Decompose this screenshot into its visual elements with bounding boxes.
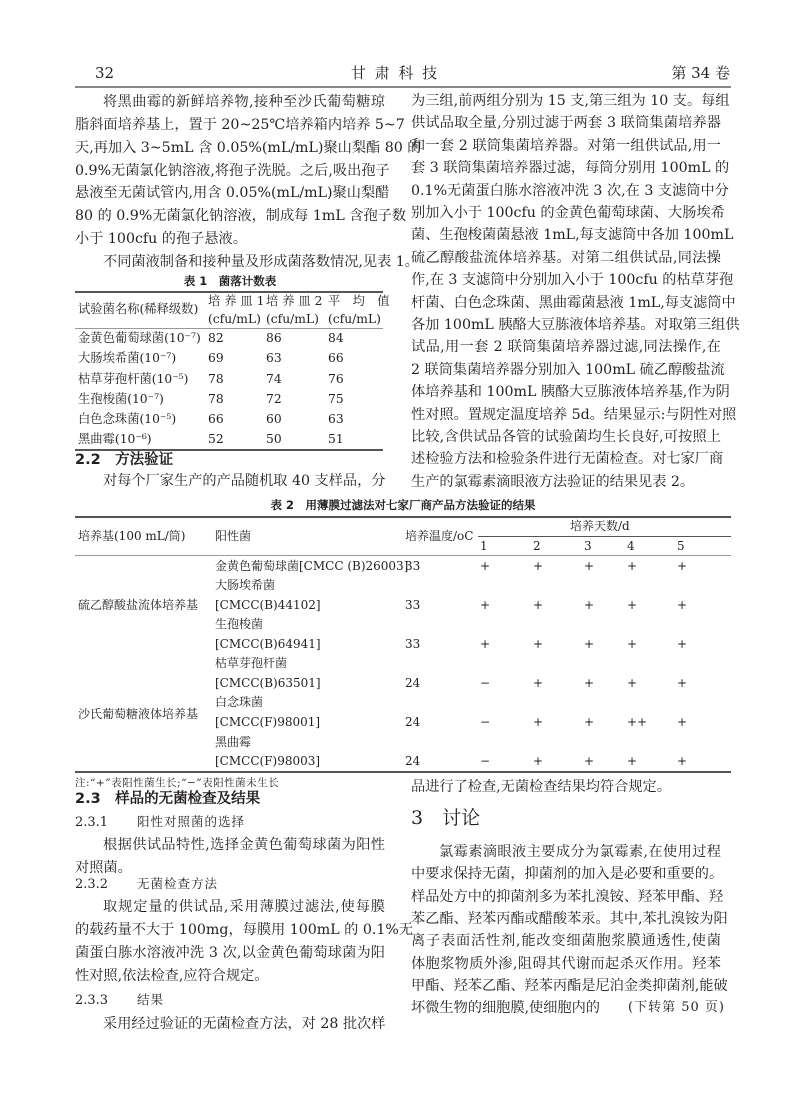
page-number: 32: [95, 64, 115, 82]
paragraph-line: 供试品取全量,分别过滤于两套 3 联筒集菌培养器: [411, 115, 721, 132]
growth-result-cell: +: [533, 637, 544, 651]
count-cell: 66: [328, 351, 344, 365]
count-cell: 86: [266, 331, 282, 345]
growth-result-cell: +: [627, 598, 638, 612]
count-cell: 51: [328, 432, 344, 446]
paragraph-line: 硫乙醇酸盐流体培养基。对第二组供试品,同法操: [411, 249, 721, 266]
paragraph-line: 悬液至无菌试管内,用含 0.05%(mL/mL)聚山梨醋: [75, 185, 390, 201]
subsection-heading: [75, 990, 164, 1010]
paragraph-line: 套 3 联筒集菌培养器过滤，每筒分别用 100mL 的: [411, 160, 730, 177]
strain-name-cell: 金黄色葡萄球菌(10⁻⁷): [78, 331, 201, 345]
growth-result-cell: +: [533, 598, 544, 612]
growth-result-cell: +: [627, 559, 638, 573]
column-header: (cfu/mL): [266, 312, 319, 326]
paragraph-line: 取规定量的供试品,采用薄膜过滤法,使每膜: [103, 899, 385, 915]
paragraph-line: 体胞浆物质外渗,阻碍其代谢而起杀灭作用。羟苯: [411, 955, 721, 972]
days-group-rule: [478, 536, 731, 537]
paragraph-line: 性对照,依法检查,应符合规定。: [75, 968, 269, 984]
paragraph-line: 氯霉素滴眼液主要成分为氯霉素,在使用过程: [439, 844, 721, 860]
subsection-heading: [75, 812, 245, 832]
paragraph-line: 述检验方法和检验条件进行无菌检查。对七家厂商: [411, 451, 724, 468]
growth-result-cell: +: [677, 754, 688, 768]
paragraph-line: 采用经过验证的无菌检查方法，对 28 批次样: [103, 1016, 386, 1032]
medium-cell: 沙氏葡萄糖液体培养基: [78, 707, 199, 721]
table-caption: 表 2 用薄膜过滤法对七家厂商产品方法验证的结果: [270, 498, 536, 512]
temperature-cell: 33: [405, 637, 421, 651]
paragraph-line: 和一套 2 联筒集菌培养器。对第一组供试品,用一: [411, 137, 721, 154]
paragraph-line: 将黑曲霉的新鲜培养物,接种至沙氏葡萄糖琼: [103, 94, 385, 110]
paragraph-line: 小于 100cfu 的孢子悬液。: [75, 231, 247, 247]
bacteria-cell: 金黄色葡萄球菌[CMCC (B)26003]: [215, 559, 409, 573]
bacteria-cell: [CMCC(F)98001]: [215, 715, 321, 729]
paragraph-line: 为三组,前两组分别为 15 支,第三组为 10 支。每组: [411, 93, 730, 109]
paragraph-line: 天,再加入 3~5mL 含 0.05%(mL/mL)聚山梨酯 80 的: [75, 140, 422, 156]
column-header: 平 均 值: [328, 294, 390, 308]
day-header: 5: [677, 539, 685, 553]
paragraph-line: 对照菌。: [75, 860, 132, 876]
table-note: 注:“+”表阳性菌生长;“−”表阳性菌未生长: [75, 777, 280, 789]
column-header: 培养温度/oC: [405, 529, 474, 543]
paragraph-line: 品进行了检查,无菌检查结果均符合规定。: [411, 779, 671, 795]
growth-result-cell: +: [533, 559, 544, 573]
table-top-rule: [75, 516, 731, 518]
growth-result-cell: +: [677, 676, 688, 690]
growth-result-cell: +: [627, 676, 638, 690]
paragraph-line: 坏微生物的细胞膜,使细胞内的: [411, 1000, 600, 1017]
growth-result-cell: +: [584, 754, 595, 768]
count-cell: 74: [266, 372, 282, 386]
paragraph-line: 生产的氯霉素滴眼液方法验证的结果见表 2。: [411, 473, 695, 490]
subsection-title: 无菌检查方法: [137, 876, 219, 891]
paragraph-line: 菌蛋白胨水溶液冲洗 3 次,以金黄色葡萄球菌为阳: [75, 945, 385, 961]
column-header: 培养天数/d: [570, 519, 630, 533]
growth-result-cell: +: [584, 637, 595, 651]
table-caption: 表 1 菌落计数表: [183, 274, 277, 288]
growth-result-cell: +: [584, 559, 595, 573]
count-cell: 72: [266, 392, 282, 406]
paragraph-line: 0.1%无菌蛋白胨水溶液冲洗 3 次,在 3 支滤筒中分: [411, 182, 729, 199]
volume-number: 第 34 卷: [671, 64, 730, 82]
subsection-title: 阳性对照菌的选择: [137, 814, 246, 829]
growth-result-cell: +: [627, 754, 638, 768]
count-cell: 84: [328, 331, 344, 345]
paragraph-line: 0.9%无菌氯化钠溶液,将孢子洗脱。之后,吸出孢子: [75, 163, 390, 179]
growth-result-cell: +: [480, 598, 491, 612]
column-header: 试验菌名称(稀释级数): [78, 302, 199, 316]
growth-result-cell: +: [677, 559, 688, 573]
subsection-title: 结果: [137, 992, 165, 1007]
growth-result-cell: +: [533, 715, 544, 729]
paragraph-line: 作,在 3 支滤筒中分别加入小于 100cfu 的枯草芽孢: [411, 272, 734, 289]
header-rule: [75, 86, 731, 88]
growth-result-cell: +: [584, 598, 595, 612]
paragraph-line: 不同菌液制备和接种量及形成菌落数情况,见表 1。: [103, 254, 419, 270]
growth-result-cell: +: [480, 559, 491, 573]
bacteria-cell: 大肠埃希菌: [215, 578, 276, 592]
section-heading: 2.3 样品的无菌检查及结果: [75, 791, 261, 807]
column-header: (cfu/mL): [328, 312, 381, 326]
section-heading: 3 讨论: [411, 807, 481, 829]
growth-result-cell: +: [677, 715, 688, 729]
growth-result-cell: ++: [627, 715, 648, 729]
bacteria-cell: 枯草芽孢杆菌: [215, 656, 288, 670]
medium-cell: 硫乙醇酸盐流体培养基: [78, 598, 199, 612]
section-heading: 2.2 方法验证: [75, 452, 174, 468]
paragraph-line: 苯乙酯、羟苯丙酯或醋酸苯汞。其中,苯扎溴铵为阳: [411, 910, 728, 927]
paragraph-line: 样品处方中的抑菌剂多为苯扎溴铵、羟苯甲酯、羟: [411, 888, 724, 905]
paragraph-line: 杆菌、白色念珠菌、黑曲霉菌悬液 1mL,每支滤筒中: [411, 294, 736, 311]
paragraph-line: 中要求保持无菌，抑菌剂的加入是必要和重要的。: [411, 866, 724, 883]
count-cell: 82: [208, 331, 224, 345]
bacteria-cell: [CMCC(B)64941]: [215, 637, 321, 651]
bacteria-cell: [CMCC(B)44102]: [215, 598, 321, 612]
count-cell: 63: [266, 351, 282, 365]
paragraph-line: 2 联筒集菌培养器分别加入 100mL 硫乙醇酸盐流: [411, 361, 725, 378]
growth-result-cell: −: [480, 754, 491, 768]
subsection-number: 2.3.2: [75, 877, 109, 892]
paragraph-line: 的载药量不大于 100mg，每膜用 100mL 的 0.1%无: [75, 922, 414, 938]
day-header: 4: [627, 539, 635, 553]
paragraph-line: 80 的 0.9%无菌氯化钠溶液，制成每 1mL 含孢子数: [75, 208, 407, 224]
bacteria-cell: 黑曲霉: [215, 735, 252, 749]
paragraph-line: 甲酯、羟苯乙酯、羟苯丙酯是尼泊金类抑菌剂,能破: [411, 977, 728, 994]
table-header-rule: [75, 555, 731, 556]
count-cell: 76: [328, 372, 344, 386]
growth-result-cell: +: [533, 754, 544, 768]
paragraph-line: 比较,含供试品各管的试验菌均生长良好,可按照上: [411, 429, 721, 445]
day-header: 1: [480, 539, 488, 553]
day-header: 3: [584, 539, 592, 553]
growth-result-cell: +: [677, 598, 688, 612]
subsection-heading: [75, 874, 218, 894]
subsection-number: 2.3.3: [75, 993, 109, 1008]
paragraph-line: 各加 100mL 胰酪大豆胨液体培养基。对取第三组供: [411, 317, 740, 333]
paragraph-line: 离子表面活性剂,能改变细菌胞浆膜通透性,使菌: [411, 933, 721, 950]
bacteria-cell: [CMCC(B)63501]: [215, 676, 321, 690]
growth-result-cell: +: [677, 637, 688, 651]
column-header: 培 养 皿 1: [208, 294, 265, 308]
table-bottom-rule: [75, 771, 731, 773]
continued-note: (下转第 50 页): [628, 1000, 725, 1015]
count-cell: 63: [328, 412, 344, 426]
temperature-cell: 24: [405, 676, 421, 690]
column-header: 阳性菌: [215, 529, 252, 543]
strain-name-cell: 生孢梭菌(10⁻⁷): [78, 392, 164, 406]
temperature-cell: 24: [405, 715, 421, 729]
count-cell: 52: [208, 432, 224, 446]
column-header: (cfu/mL): [208, 312, 261, 326]
count-cell: 78: [208, 372, 224, 386]
strain-name-cell: 枯草芽孢杆菌(10⁻⁵): [78, 372, 189, 386]
growth-result-cell: −: [480, 676, 491, 690]
count-cell: 60: [266, 412, 282, 426]
paragraph-line: 菌、生孢梭菌菌悬液 1mL,每支滤筒中各加 100mL: [411, 227, 734, 244]
growth-result-cell: +: [584, 715, 595, 729]
growth-result-cell: +: [627, 637, 638, 651]
paragraph-line: 脂斜面培养基上，置于 20~25℃培养箱内培养 5~7: [75, 117, 405, 133]
column-header: 培 养 皿 2: [266, 294, 323, 308]
count-cell: 50: [266, 432, 282, 446]
paragraph-line: 体培养基和 100mL 胰酪大豆胨液体培养基,作为阴: [411, 384, 730, 401]
journal-name: 甘 肃 科 技: [350, 64, 440, 82]
growth-result-cell: +: [584, 676, 595, 690]
paragraph-line: 对每个厂家生产的产品随机取 40 支样品，分: [103, 473, 386, 489]
bacteria-cell: 白念珠菌: [215, 695, 264, 709]
subsection-number: 2.3.1: [75, 815, 109, 830]
count-cell: 69: [208, 351, 224, 365]
growth-result-cell: +: [533, 676, 544, 690]
count-cell: 66: [208, 412, 224, 426]
bacteria-cell: [CMCC(F)98003]: [215, 754, 321, 768]
paragraph-line: 试品,用一套 2 联筒集菌培养器过滤,同法操作,在: [411, 339, 721, 356]
temperature-cell: 33: [405, 559, 421, 573]
bacteria-cell: 生孢梭菌: [215, 617, 264, 631]
strain-name-cell: 大肠埃希菌(10⁻⁷): [78, 351, 177, 365]
strain-name-cell: 白色念珠菌(10⁻⁵): [78, 412, 177, 426]
day-header: 2: [533, 539, 541, 553]
paragraph-line: 别加入小于 100cfu 的金黄色葡萄球菌、大肠埃希: [411, 205, 725, 221]
paragraph-line: 性对照。置规定温度培养 5d。结果显示:与阴性对照: [411, 406, 737, 423]
strain-name-cell: 黑曲霉(10⁻⁶): [78, 432, 152, 446]
temperature-cell: 24: [405, 754, 421, 768]
count-cell: 75: [328, 392, 344, 406]
growth-result-cell: −: [480, 715, 491, 729]
count-cell: 78: [208, 392, 224, 406]
growth-result-cell: +: [480, 637, 491, 651]
temperature-cell: 33: [405, 598, 421, 612]
column-header: 培养基(100 mL/筒): [78, 529, 186, 543]
paragraph-line: 根据供试品特性,选择金黄色葡萄球菌为阳性: [103, 837, 385, 853]
